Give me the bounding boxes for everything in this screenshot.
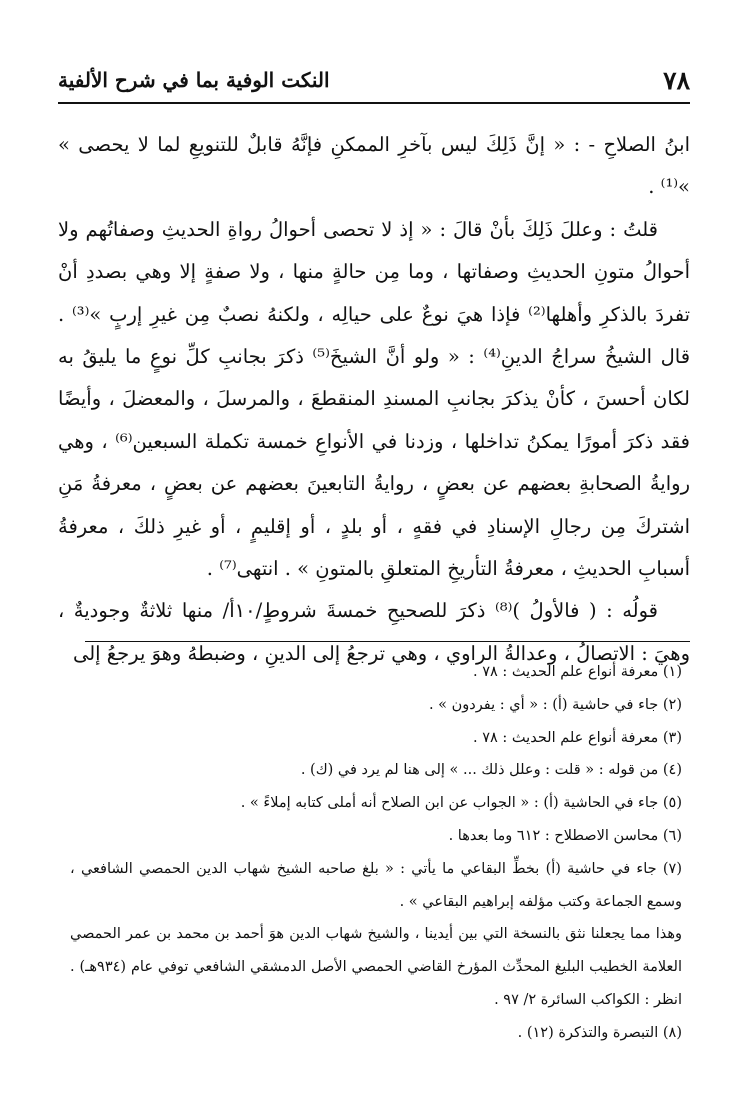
footnote-3: (٣) معرفة أنواع علم الحديث : ٧٨ . [473,729,682,746]
footnotes [70,656,682,1050]
footnote-5: (٥) جاء في الحاشية (أ) : « الجواب عن ابن الصلاح أنه أملى كتابه إملاءً » . [240,795,682,812]
paragraph-2: قلتُ : وعللَ ذَلِكَ بأنْ قالَ : « إذ لا تحصى أحوالُ رواةِ الحديثِ وصفاتُهم ولا أحوالُ متونِ الحديثِ وصفاتها ، وما مِن حالةٍ منها ، ولا صفةٍ إلا وهي بصددِ أنْ تفردَ بالذكرِ وأهلها⁽²⁾ فإذا هيَ نوعٌ على حيالِه ، ولكنهُ نصبٌ مِن غيرِ إربٍ »⁽³⁾ . قال الشيخُ سراجُ الدينِ⁽⁴⁾ : « ولو أنَّ الشيخَ⁽⁵⁾ ذكرَ بجانبِ كلِّ نوعٍ ما يليقُ به لكان أحسنَ ، كأنْ يذكرَ بجانبِ المسندِ المنقطعَ ، والمرسلَ ، والمعضلَ ، وأيضًا فقد ذكرَ أمورًا يمكنُ تداخلها ، وزدنا في الأنواعِ خمسة تكملة السبعين⁽⁶⁾ ، وهي روايةُ الصحابةِ بعضهم عن بعضٍ ، روايةُ التابعينَ بعضهم عن بعضٍ ، معرفةُ مَنِ اشتركَ مِن رجالِ الإسنادِ في فقهٍ ، أو بلدٍ ، أو إقليمٍ ، أو غيرِ ذلكَ ، معرفةُ أسبابِ الحديثِ ، معرفةُ التأريخِ المتعلقِ بالمتونِ » . انتهى⁽⁷⁾ . [58,217,691,581]
paragraph-1: ابنُ الصلاحِ - : « إنَّ ذَلِكَ ليس بآخرِ الممكنِ فإنَّهُ قابلٌ للتنويعِ لما لا يحصى » »⁽¹⁾ . [58,133,690,199]
footnote-4: (٤) من قوله : « قلت : وعلل ذلك ... » إلى هنا لم يرد في (ك) . [300,762,682,779]
footnote-7-continuation: وهذا مما يجعلنا نثق بالنسخة التي بين أيدينا ، والشيخ شهاب الدين هوَ أحمد بن محمد بن عمر الحمصي العلامة الخطيب البليغ المحدِّث المؤرخ القاضي الحمصي الأصل الدمشقي الشافعي توفي عام (٩٣٤هـ) . انظر : الكواكب السائرة ٢/ ٩٧ . [70,926,682,1008]
footnote-8: (٨) التبصرة والتذكرة (١٢) . [517,1024,682,1041]
footnote-1: (١) معرفة أنواع علم الحديث : ٧٨ . [473,664,682,680]
header-rule [58,102,690,104]
paragraph-3: قولُه : ( فالأولُ )⁽⁸⁾ ذكرَ للصحيحِ خمسةَ شروطٍ/١٠أ/ منها ثلاثةٌ وجوديةٌ ، وهيَ : الاتصالُ ، وعدالةُ الراوي ، وهي ترجعُ إلى الدينِ ، وضبطهُ وهوَ يرجعُ إلى [58,599,690,665]
page-header [58,62,690,98]
footnote-6: (٦) محاسن الاصطلاح : ٦١٢ وما بعدها . [448,827,682,844]
footnote-7: (٧) جاء في حاشية (أ) بخطِّ البقاعي ما يأتي : « بلغ صاحبه الشيخ شهاب الدين الحمصي الشافعي ، وسمع الجماعة وكتب مؤلفه إبراهيم البقاعي » . [70,860,682,910]
page-number: ٧٨ [663,65,690,95]
running-title: النكت الوفية بما في شرح الألفية [58,68,330,92]
footnote-separator [85,641,690,642]
footnote-2: (٢) جاء في حاشية (أ) : « أي : يفردون » . [428,696,682,713]
main-text [58,124,690,675]
